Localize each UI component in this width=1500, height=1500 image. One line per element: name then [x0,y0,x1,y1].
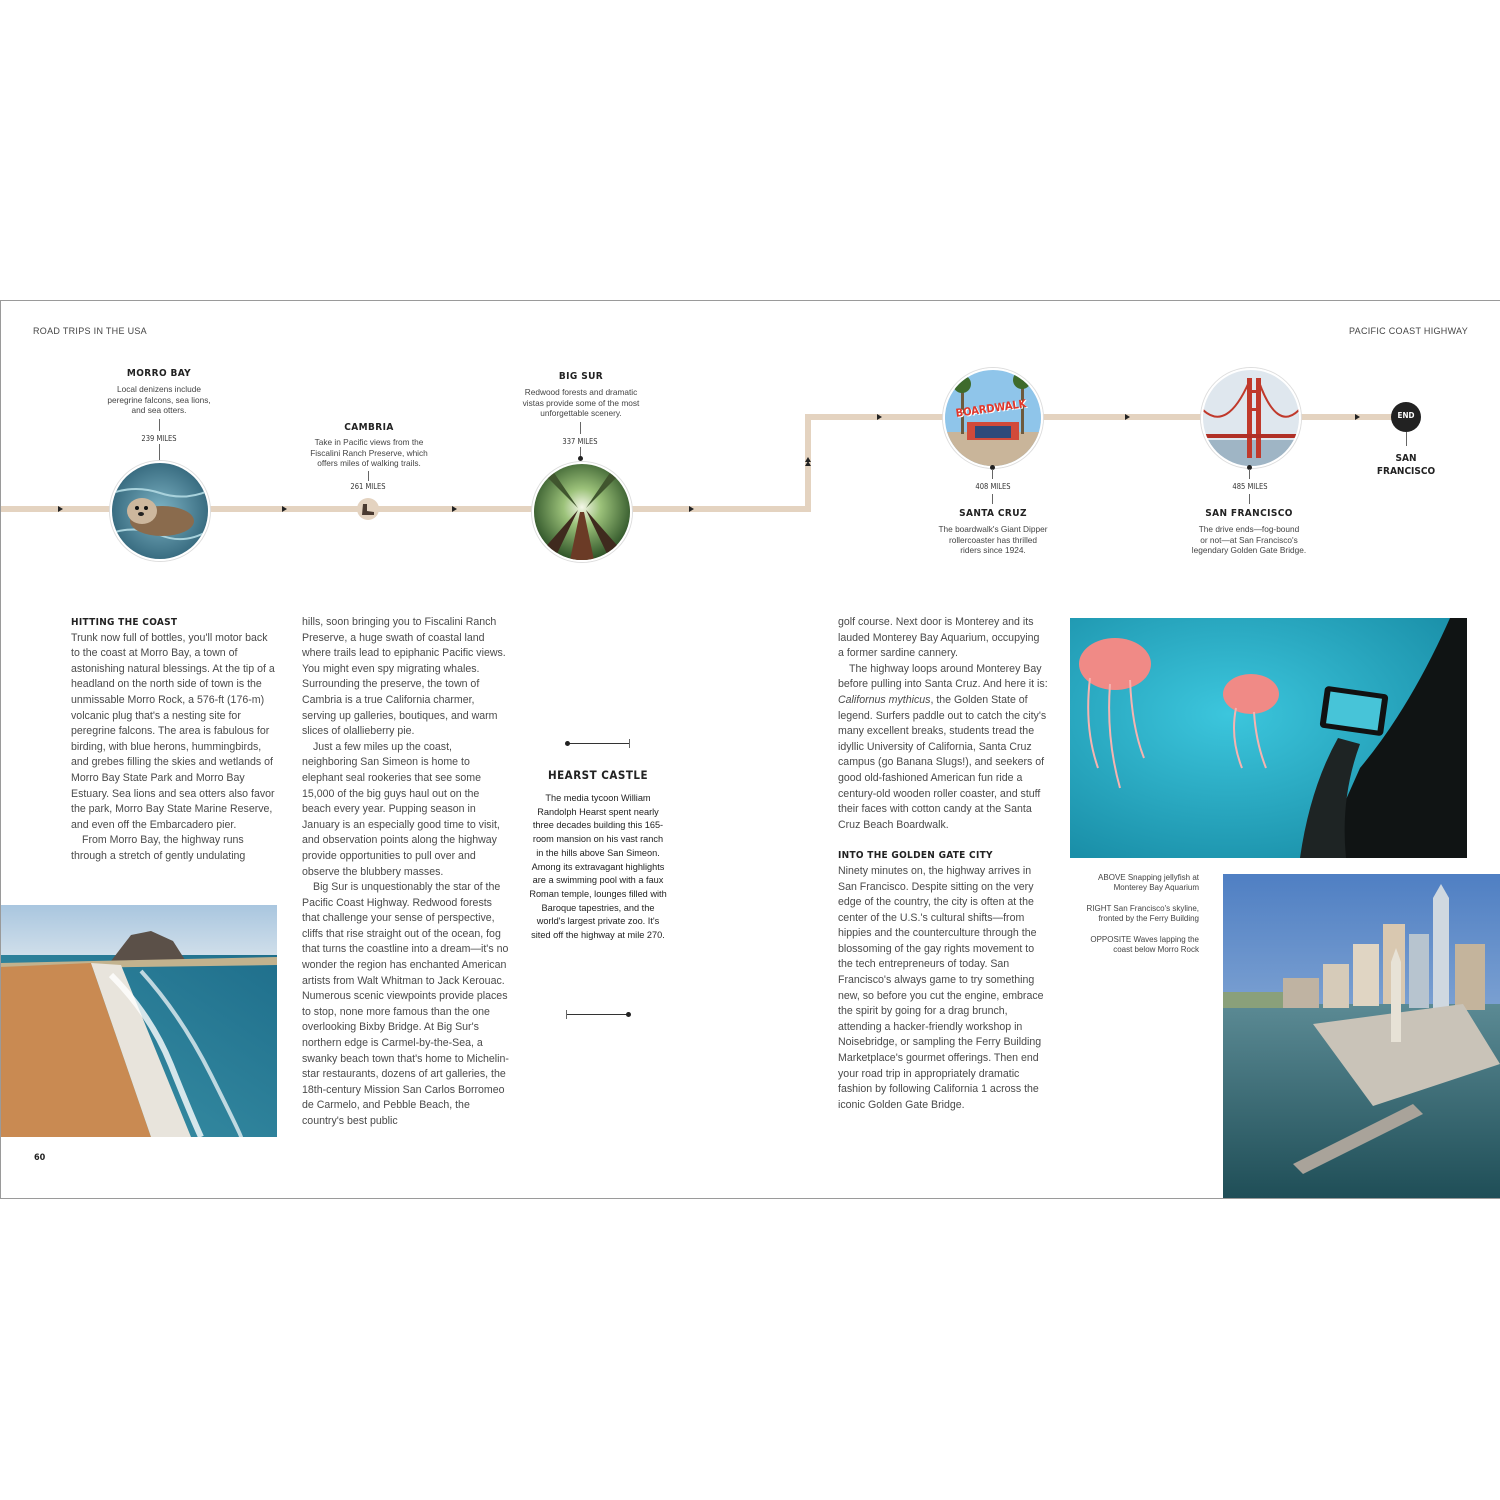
miles-san-francisco: 485 MILES [1232,482,1268,491]
sidebar-title: HEARST CASTLE [547,768,649,782]
end-label: SAN FRANCISCO [1376,453,1436,477]
miles-morro-bay: 239 MILES [141,434,177,443]
stop-desc-big-sur: Redwood forests and dramatic vistas provide some of the most unforgettable scenery. [522,387,640,418]
stop-desc-santa-cruz: The boardwalk's Giant Dipper rollercoaster has thrilled riders since 1924. [938,524,1048,555]
heading-hitting-the-coast: HITTING THE COAST [71,617,178,628]
stop-desc-san-francisco: The drive ends—fog-bound or not—at San Francisco's legendary Golden Gate Bridge. [1191,524,1307,555]
running-head-left: ROAD TRIPS IN THE USA [33,326,147,336]
miles-santa-cruz: 408 MILES [975,482,1011,491]
miles-big-sur: 337 MILES [562,437,598,446]
morro-rock-photo [1,905,277,1137]
redwood-forest-photo [532,462,632,562]
stop-title-big-sur: BIG SUR [558,371,604,382]
stop-title-cambria: CAMBRIA [344,422,394,433]
text-column-2: hills, soon bringing you to Fiscalini Ranch Preserve, a huge swath of coastal land where trails lead to epiphanic Pacific views. You might even spy migrating whales. Surrounding the preserve, the town of Cambria is a true California charmer, serving up galleries, boutiques, and warm slices of olallieberry pie. Just a few miles up the coast, neighboring San Simeon is home to elephant seal rookeries that see some 15,000 of the big guys haul out on the beach every year. Pupping season in January is an especially good time to visit, and observation points along the highway provide opportunities to pull over and observe the blubbery masses. Big Sur is unquestionably the star of the Pacific Coast Highway. Redwood forests that challenge your sense of perspective, cliffs that rise straight out of the ocean, fog that turns the coastline into a dream—it's no wonder the region has enchanted American artists from Walt Whitman to Jack Kerouac. Numerous scenic viewpoints provide places to stop, none more famous than the one overlooking Bixby Bridge. At Big Sur's northern edge is Carmel-by-the-Sea, a swanky beach town that's home to Michelin-star restaurants, dozens of art galleries, the 18th-century Mission San Carlos Borromeo de Carmelo, and Pebble Beach, the country's best public [302,616,509,1127]
heading-golden-gate-city: INTO THE GOLDEN GATE CITY [838,850,993,862]
photo-captions [1071,873,1199,966]
text-column-3: golf course. Next door is Monterey and its lauded Monterey Bay Aquarium, occupying a former sardine cannery. The highway loops around Monterey Bay before pulling into Santa Cruz. And here it is: Californus mythicus, the Golden State of legend. Surfers paddle out to catch the city's many excellent breaks, students tread the idyllic University of California, Santa Cruz campus (go Banana Slugs!), and seekers of good old-fashioned American fun ride a century-old wooden roller coaster, and stuff their faces with cotton candy at the Santa Cruz Beach Boardwalk. INTO THE GOLDEN GATE CITY Ninety minutes on, the highway arrives in San Francisco. Despite sitting on the very edge of the country, the city is often at the center of the U.S.'s cultural shifts—from hippies and the counterculture through the blossoming of the gay rights movement to the tech entrepreneurs of today. San Francisco's always game to try something new, so before you cut the engine, embrace the spirit by going for a drag brunch, attending a hacker-friendly workshop in Noisebridge, or sampling the Ferry Building Marketplace's gourmet offerings. Then end your road trip in appropriately dramatic fashion by following California 1 across the iconic Golden Gate Bridge. [838,616,1048,1111]
stop-title-morro-bay: MORRO BAY [126,368,192,379]
boardwalk-sign: BOARDWALK [954,397,1028,420]
stop-desc-cambria: Take in Pacific views from the Fiscalini Ranch Preserve, which offers miles of walking trails. [310,437,428,468]
caption-above: ABOVE Snapping jellyfish at Monterey Bay Aquarium [1098,873,1199,892]
book-spread [0,300,1500,1199]
route-arrows [58,414,1360,512]
hiking-boot-icon [357,498,379,520]
sf-skyline-photo [1223,874,1500,1198]
end-badge: END [1397,411,1415,420]
golden-gate-photo [1201,368,1301,468]
stop-title-san-francisco: SAN FRANCISCO [1205,508,1293,519]
sea-otter-photo [110,461,210,561]
miles-cambria: 261 MILES [350,482,386,491]
sidebar-body: The media tycoon William Randolph Hearst spent nearly three decades building this 165-room mansion on his vast ranch in the hills above San Simeon. Among its extravagant highlights are a swimming pool with a faux Roman temple, lounges filled with Baroque tapestries, and the world's largest private zoo. It's sited off the highway at mile 270. [529,793,667,941]
stop-title-santa-cruz: SANTA CRUZ [959,508,1027,519]
jellyfish-photo [1070,618,1467,858]
running-head-right: PACIFIC COAST HIGHWAY [1349,326,1468,336]
route-line [1,417,1406,509]
stop-desc-morro-bay: Local denizens include peregrine falcons, sea lions, and sea otters. [107,384,211,415]
text-column-1: HITTING THE COAST Trunk now full of bottles, you'll motor back to the coast at Morro Bay, a town of astonishing natural blessings. At the tip of a headland on the north side of town is the unmissable Morro Rock, a 576-ft (176-m) volcanic plug that's a nesting site for peregrine falcons. The area is fabulous for birding, with blue herons, hummingbirds, and grebes filling the skies and wetlands of Morro Bay State Park and Morro Bay Estuary. Sea lions and sea otters also favor the park, Morro Bay State Marine Reserve, and even off the Embarcadero pier. From Morro Bay, the highway runs through a stretch of gently undulating [71,617,275,862]
page-number: 60 [34,1153,46,1163]
caption-right: RIGHT San Francisco's skyline, fronted by the Ferry Building [1086,904,1199,923]
caption-opposite: OPPOSITE Waves lapping the coast below Morro Rock [1090,935,1199,954]
